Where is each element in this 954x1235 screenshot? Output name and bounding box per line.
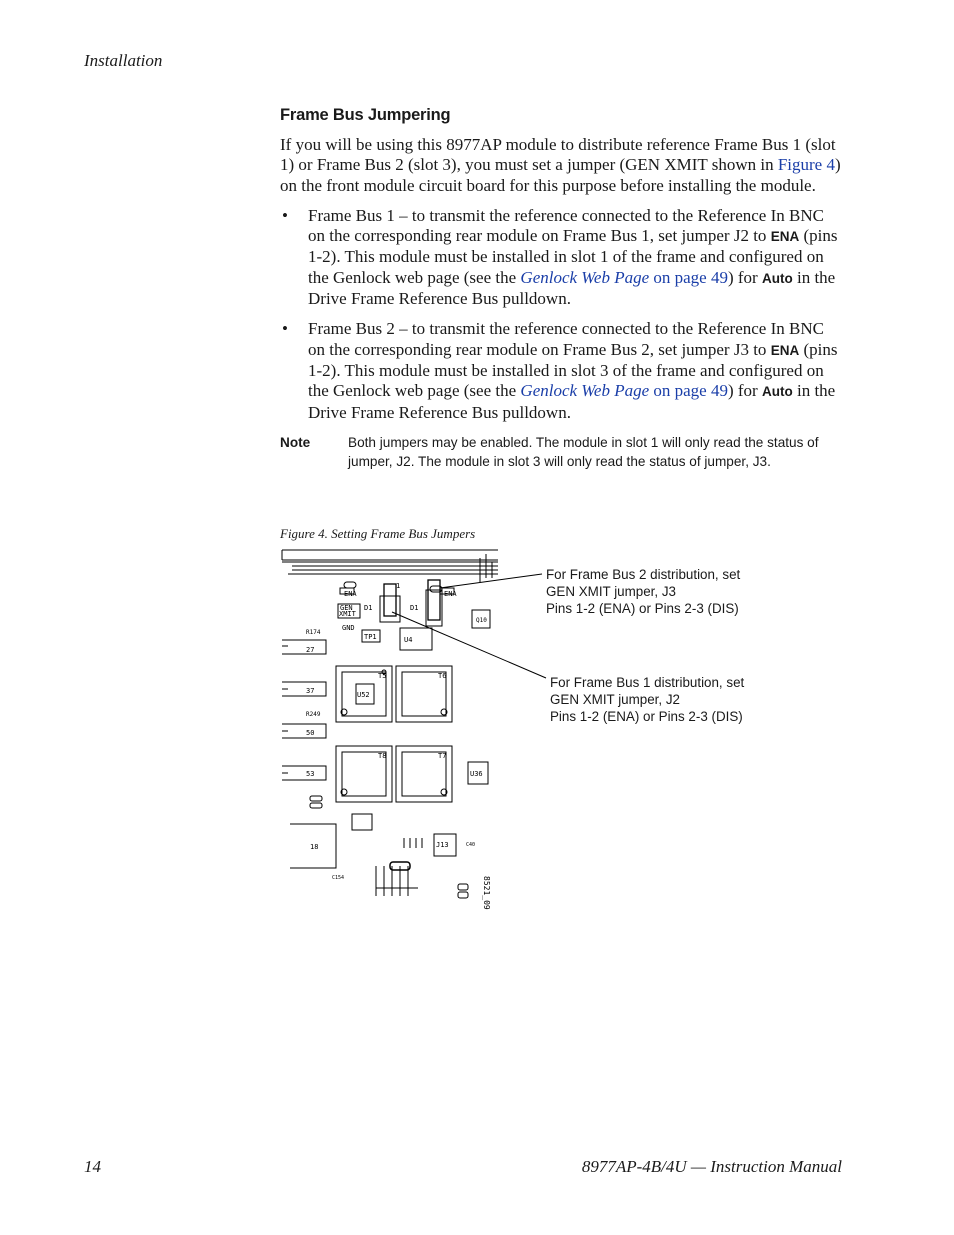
connector-37-label: 37 (306, 687, 315, 695)
auto-keyword: Auto (761, 384, 793, 400)
connector-53-label: 53 (306, 770, 315, 778)
bullet-list (280, 206, 842, 423)
t7-label: T7 (438, 752, 447, 760)
q10-label: Q10 (476, 617, 487, 624)
u52-label: U52 (357, 691, 370, 699)
u4-label: U4 (404, 636, 413, 644)
intro-paragraph: If you will be using this 8977AP module to distribute reference Frame Bus 1 (slot 1) or Frame Bus 2 (slot 3), you must set a jumper (GEN XMIT shown in Figure 4) on the front module circuit board for this purpose before installing the module. (280, 135, 841, 195)
figure-link[interactable]: Figure 4 (777, 155, 835, 175)
page-number: 14 (84, 1157, 101, 1176)
callout-j2: For Frame Bus 1 distribution, set GEN XMIT jumper, J2 Pins 1-2 (ENA) or Pins 2-3 (DIS) (550, 675, 745, 724)
xmit-label: XMIT (339, 610, 356, 618)
c40-label: C40 (466, 842, 476, 848)
connector-50-label: 50 (306, 729, 315, 737)
genlock-web-page-link[interactable]: Genlock Web Page (520, 267, 650, 287)
r249-label: R249 (306, 711, 321, 718)
figure-caption: Figure 4. Setting Frame Bus Jumpers (280, 526, 476, 541)
block-18-label: 18 (310, 843, 319, 851)
ena-label-j3: ENA (444, 590, 457, 598)
note-label: Note (280, 434, 311, 450)
main-content (280, 106, 842, 472)
t6-label: T6 (438, 672, 447, 680)
bullet-marker: • (282, 205, 288, 225)
bullet-frame-bus-2: • Frame Bus 2 – to transmit the reference connected to the Reference In BNC on the corresponding rear module on Frame Bus 2, set jumper J3 to ENA (pins 1-2). This module must be installed in slot 3 of the frame and configured on the Genlock web page (see the Genlock Web Page on page 49) for Auto in the Drive Frame Reference Bus pulldown. (282, 319, 838, 422)
note-text: Both jumpers may be enabled. The module in slot 1 will only read the status of jumper, J2. The module in slot 3 will only read the status of jumper, J3. (348, 434, 819, 470)
bullet-frame-bus-1: • Frame Bus 1 – to transmit the reference connected to the Reference In BNC on the corresponding rear module on Frame Bus 1, set jumper J2 to ENA (pins 1-2). This module must be installed in slot 1 of the frame and configured on the Genlock web page (see the Genlock Web Page on page 49) for Auto in the Drive Frame Reference Bus pulldown. (282, 205, 838, 309)
gnd-label: GND (342, 624, 355, 632)
t5-label: T5 (378, 672, 387, 680)
section-heading: Frame Bus Jumpering (280, 106, 451, 124)
t8-label: T8 (378, 752, 387, 760)
r174-label: R174 (306, 629, 321, 636)
ena-keyword: ENA (770, 342, 800, 358)
c154-label: C154 (332, 875, 345, 881)
j13-label: J13 (436, 841, 449, 849)
u36-label: U36 (470, 770, 483, 778)
document-title: 8977AP-4B/4U — Instruction Manual (581, 1157, 842, 1176)
connector-27-label: 27 (306, 646, 315, 654)
genlock-web-page-link[interactable]: Genlock Web Page (520, 381, 650, 401)
page-49-link[interactable]: on page 49 (649, 267, 728, 287)
ena-keyword: ENA (770, 229, 800, 245)
bullet-marker: • (282, 319, 288, 339)
page-49-link[interactable]: on page 49 (649, 381, 728, 401)
running-header: Installation (84, 51, 163, 70)
ena-label-j2: ENA (344, 590, 357, 598)
callout-j3: For Frame Bus 2 distribution, set GEN XMIT jumper, J3 Pins 1-2 (ENA) or Pins 2-3 (DIS) (546, 567, 741, 616)
d1-label: D1 (364, 604, 373, 612)
d2-label: D1 (410, 604, 419, 612)
tp1-label: TP1 (364, 633, 377, 641)
gen-label: GEN (340, 604, 353, 612)
note-block (280, 433, 842, 472)
auto-keyword: Auto (761, 270, 793, 286)
pin1-label: 1 (396, 582, 401, 590)
drawing-id-label: 8521_09 (482, 876, 491, 910)
